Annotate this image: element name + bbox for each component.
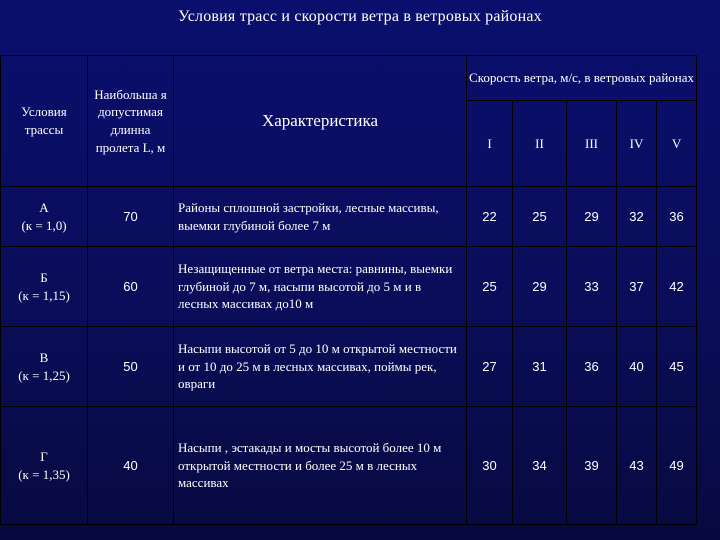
condition-coef: (к = 1,0) bbox=[21, 217, 67, 233]
speed-cell: 31 bbox=[513, 327, 567, 407]
speed-cell: 27 bbox=[467, 327, 513, 407]
description-cell: Районы сплошной застройки, лесные массивы, выемки глубиной более 7 м bbox=[174, 187, 467, 247]
table-row bbox=[1, 407, 697, 525]
header-max-span: Наибольша я допустимая длинна пролета L, м bbox=[88, 56, 174, 187]
page-title: Условия трасс и скорости ветра в ветровых районах bbox=[178, 8, 542, 25]
region-2: II bbox=[513, 101, 567, 187]
region-5: V bbox=[657, 101, 697, 187]
speed-cell: 25 bbox=[513, 187, 567, 247]
speed-cell: 25 bbox=[467, 247, 513, 327]
speed-cell: 45 bbox=[657, 327, 697, 407]
region-3: III bbox=[567, 101, 617, 187]
speed-cell: 49 bbox=[657, 407, 697, 525]
span-cell: 40 bbox=[88, 407, 174, 525]
description-cell: Насыпи высотой от 5 до 10 м открытой местности и от 10 до 25 м в лесных массивах, поймы рек, овраги bbox=[174, 327, 467, 407]
speed-cell: 22 bbox=[467, 187, 513, 247]
speed-cell: 43 bbox=[617, 407, 657, 525]
header-wind-speed: Скорость ветра, м/с, в ветровых районах bbox=[467, 56, 697, 101]
speed-cell: 29 bbox=[567, 187, 617, 247]
header-row bbox=[1, 56, 697, 101]
speed-cell: 36 bbox=[567, 327, 617, 407]
header-characteristic: Характеристика bbox=[174, 56, 467, 187]
condition-coef: (к = 1,25) bbox=[18, 367, 70, 383]
condition-letter: А bbox=[39, 199, 49, 215]
span-cell: 70 bbox=[88, 187, 174, 247]
condition-cell bbox=[1, 407, 88, 525]
description-cell: Незащищенные от ветра места: равнины, выемки глубиной до 7 м, насыпи высотой до 5 м и в лесных массивах до10 м bbox=[174, 247, 467, 327]
speed-cell: 42 bbox=[657, 247, 697, 327]
condition-cell bbox=[1, 187, 88, 247]
speed-cell: 29 bbox=[513, 247, 567, 327]
table-row bbox=[1, 327, 697, 407]
description-cell: Насыпи , эстакады и мосты высотой более 10 м открытой местности и более 25 м в лесных массивах bbox=[174, 407, 467, 525]
condition-coef: (к = 1,35) bbox=[18, 466, 70, 482]
condition-coef: (к = 1,15) bbox=[18, 287, 70, 303]
condition-cell bbox=[1, 327, 88, 407]
speed-cell: 30 bbox=[467, 407, 513, 525]
region-1: I bbox=[467, 101, 513, 187]
speed-cell: 33 bbox=[567, 247, 617, 327]
speed-cell: 39 bbox=[567, 407, 617, 525]
condition-letter: Г bbox=[40, 448, 48, 464]
condition-cell bbox=[1, 247, 88, 327]
table-row bbox=[1, 247, 697, 327]
header-conditions: Условия трассы bbox=[1, 56, 88, 187]
table-row bbox=[1, 187, 697, 247]
speed-cell: 36 bbox=[657, 187, 697, 247]
region-4: IV bbox=[617, 101, 657, 187]
condition-letter: В bbox=[39, 349, 49, 365]
wind-table bbox=[0, 55, 697, 525]
condition-letter: Б bbox=[40, 269, 48, 285]
span-cell: 60 bbox=[88, 247, 174, 327]
span-cell: 50 bbox=[88, 327, 174, 407]
speed-cell: 37 bbox=[617, 247, 657, 327]
speed-cell: 32 bbox=[617, 187, 657, 247]
speed-cell: 34 bbox=[513, 407, 567, 525]
speed-cell: 40 bbox=[617, 327, 657, 407]
